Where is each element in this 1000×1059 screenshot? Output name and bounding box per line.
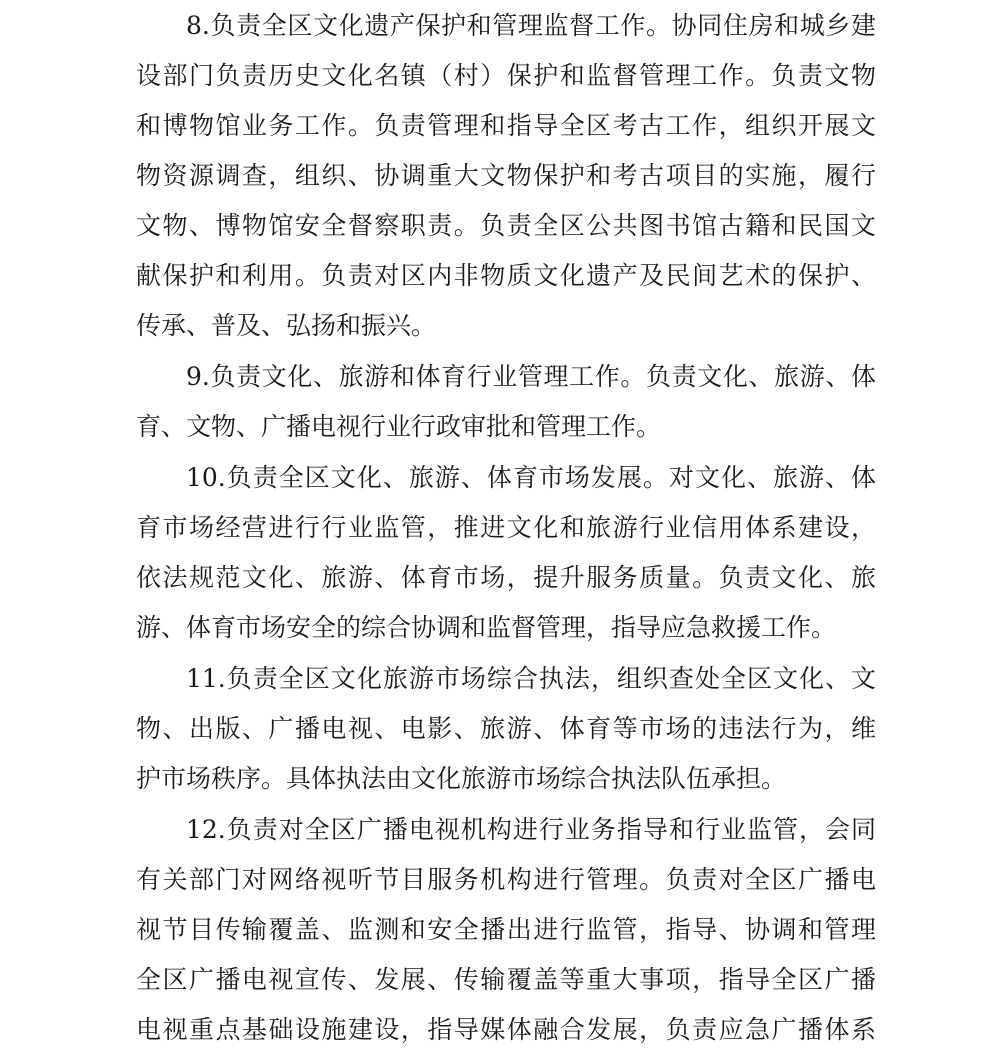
paragraph-11-line-2: 物、出版、广播电视、电影、旅游、体育等市场的违法行为，维 [136,714,876,743]
paragraph-12-line-3: 视节目传输覆盖、监测和安全播出进行监管，指导、协调和管理 [136,915,876,944]
paragraph-9-line-1: 9.负责文化、旅游和体育行业管理工作。负责文化、旅游、体 [186,362,876,391]
paragraph-12-line-5: 电视重点基础设施建设，指导媒体融合发展，负责应急广播体系 [136,1015,876,1044]
paragraph-8-line-6: 献保护和利用。负责对区内非物质文化遗产及民间艺术的保护、 [136,261,876,290]
paragraph-8-line-3: 和博物馆业务工作。负责管理和指导全区考古工作，组织开展文 [136,111,876,140]
paragraph-10-line-1: 10.负责全区文化、旅游、体育市场发展。对文化、旅游、体 [186,463,876,492]
paragraph-11-line-3: 护市场秩序。具体执法由文化旅游市场综合执法队伍承担。 [136,764,787,793]
paragraph-10-line-4: 游、体育市场安全的综合协调和监督管理，指导应急救援工作。 [136,613,837,642]
paragraph-8-line-5: 文物、博物馆安全督察职责。负责全区公共图书馆古籍和民国文 [136,211,876,240]
paragraph-8-line-2: 设部门负责历史文化名镇（村）保护和监督管理工作。负责文物 [136,61,876,90]
paragraph-12-line-4: 全区广播电视宣传、发展、传输覆盖等重大事项，指导全区广播 [136,965,876,994]
paragraph-12-line-1: 12.负责对全区广播电视机构进行业务指导和行业监管，会同 [186,815,876,844]
paragraph-8-line-1: 8.负责全区文化遗产保护和管理监督工作。协同住房和城乡建 [186,11,876,40]
paragraph-10-line-3: 依法规范文化、旅游、体育市场，提升服务质量。负责文化、旅 [136,563,876,592]
paragraph-9-line-2: 育、文物、广播电视行业行政审批和管理工作。 [136,412,662,441]
paragraph-8-line-7: 传承、普及、弘扬和振兴。 [136,311,437,340]
paragraph-8-line-4: 物资源调查，组织、协调重大文物保护和考古项目的实施，履行 [136,161,876,190]
paragraph-12-line-2: 有关部门对网络视听节目服务机构进行管理。负责对全区广播电 [136,865,876,894]
paragraph-11-line-1: 11.负责全区文化旅游市场综合执法，组织查处全区文化、文 [186,664,876,693]
paragraph-10-line-2: 育市场经营进行行业监管，推进文化和旅游行业信用体系建设， [136,513,876,542]
